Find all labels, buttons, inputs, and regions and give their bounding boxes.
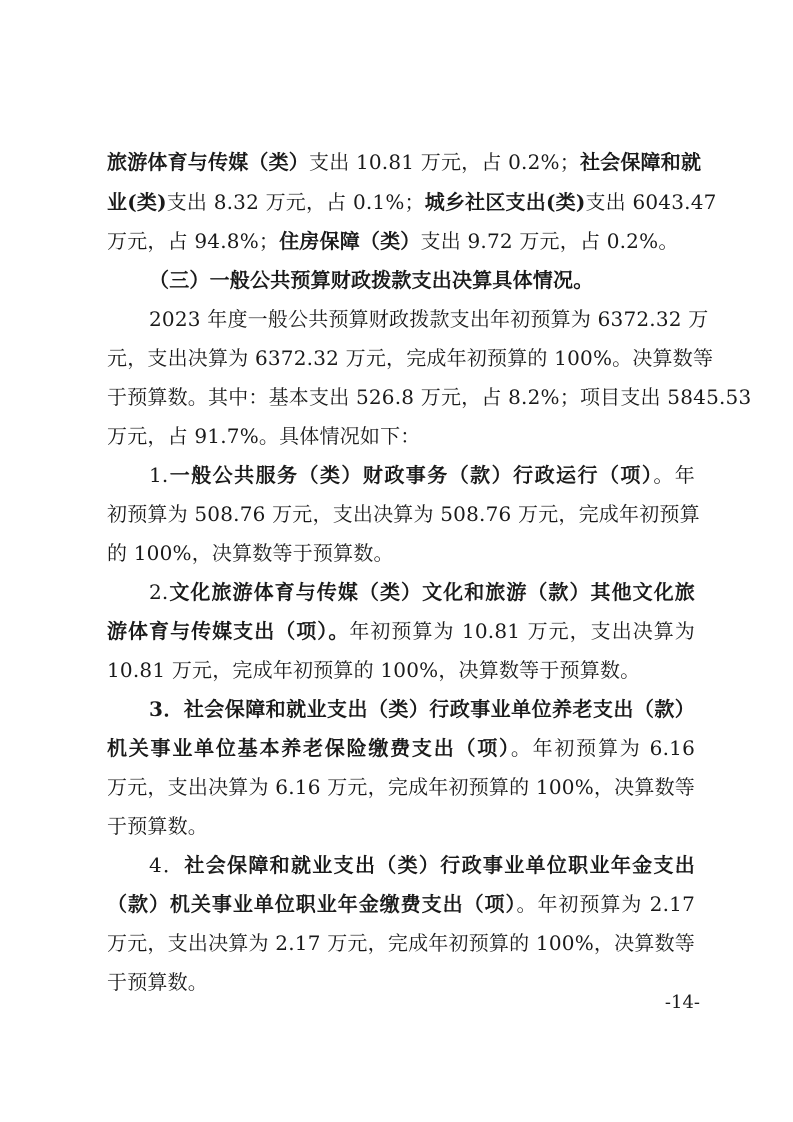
- text-segment: 2.: [149, 580, 169, 604]
- text-line: [107, 150, 702, 176]
- text-line: [107, 346, 714, 372]
- text-segment: 初预算为 508.76 万元，支出决算为 508.76 万元，完成年初预算: [107, 502, 700, 526]
- bold-text-segment: 机关事业单位基本养老保险缴费支出（项）: [107, 736, 511, 760]
- bold-text-segment: （款）机关事业单位职业年金缴费支出（项）: [107, 892, 517, 916]
- text-segment: 于预算数。: [107, 814, 208, 838]
- bold-text-segment: 游体育与传媒支出（项）。: [107, 619, 350, 643]
- bold-text-segment: 城乡社区支出(类): [424, 190, 586, 214]
- text-segment: 支出 8.32 万元，占 0.1%；: [166, 190, 425, 214]
- bold-text-segment: 文化旅游体育与传媒（类）文化和旅游（款）其他文化旅: [168, 580, 695, 604]
- text-segment: 。年初预算为 2.17: [516, 892, 696, 916]
- text-segment: 4．: [149, 853, 185, 877]
- text-line: [107, 931, 695, 957]
- bold-text-segment: 业(类): [107, 190, 167, 214]
- text-segment: 10.81 万元，完成年初预算的 100%，决算数等于预算数。: [107, 658, 641, 682]
- text-line: [107, 736, 695, 762]
- text-segment: 的 100%，决算数等于预算数。: [107, 541, 394, 565]
- text-segment: 支出 6043.47: [585, 190, 717, 214]
- text-segment: 1.: [149, 463, 169, 487]
- bold-text-segment: 社会保障和就业支出（类）行政事业单位职业年金支出: [184, 853, 695, 877]
- text-segment: 万元，支出决算为 6.16 万元，完成年初预算的 100%，决算数等: [107, 775, 695, 799]
- text-line: [107, 619, 695, 645]
- text-line: [149, 580, 695, 606]
- text-line: [107, 385, 752, 411]
- text-line: [107, 814, 695, 840]
- text-line: [149, 268, 695, 294]
- text-segment: 于预算数。: [107, 970, 208, 994]
- page-number: -14-: [664, 992, 700, 1013]
- bold-text-segment: 社会保障和就: [579, 150, 702, 174]
- text-segment: 于预算数。其中：基本支出 526.8 万元，占 8.2%；项目支出 5845.53: [107, 385, 752, 409]
- text-segment: 年初预算为 10.81 万元，支出决算为: [349, 619, 695, 643]
- text-line: [149, 697, 695, 723]
- text-segment: 万元，支出决算为 2.17 万元，完成年初预算的 100%，决算数等: [107, 931, 695, 955]
- text-line: [107, 541, 695, 567]
- bold-text-segment: 3．社会保障和就业支出（类）行政事业单位养老支出（款）: [149, 697, 695, 721]
- text-segment: 万元，占 91.7%。具体情况如下：: [107, 424, 421, 448]
- text-line: [149, 853, 695, 879]
- text-line: [107, 229, 695, 255]
- text-line: [107, 190, 717, 216]
- text-segment: 。年: [653, 463, 695, 487]
- bold-text-segment: 一般公共服务（类）财政事务（款）行政运行（项）: [168, 463, 654, 487]
- text-segment: 支出 10.81 万元，占 0.2%；: [309, 150, 580, 174]
- text-segment: 2023 年度一般公共预算财政拨款支出年初预算为 6372.32 万: [149, 307, 709, 331]
- text-line: [149, 463, 695, 489]
- text-line: [107, 502, 700, 528]
- text-line: [107, 775, 695, 801]
- text-segment: 元，支出决算为 6372.32 万元，完成年初预算的 100%。决算数等: [107, 346, 714, 370]
- bold-text-segment: 住房保障（类）: [279, 229, 421, 253]
- bold-text-segment: （三）一般公共预算财政拨款支出决算具体情况。: [149, 268, 594, 292]
- text-line: [107, 970, 695, 996]
- text-line: [149, 307, 709, 333]
- text-line: [107, 892, 695, 918]
- text-segment: 万元，占 94.8%；: [107, 229, 280, 253]
- text-line: [107, 424, 695, 450]
- text-segment: 支出 9.72 万元，占 0.2%。: [420, 229, 679, 253]
- text-line: [107, 658, 695, 684]
- text-segment: 。年初预算为 6.16: [510, 736, 695, 760]
- bold-text-segment: 旅游体育与传媒（类）: [107, 150, 309, 174]
